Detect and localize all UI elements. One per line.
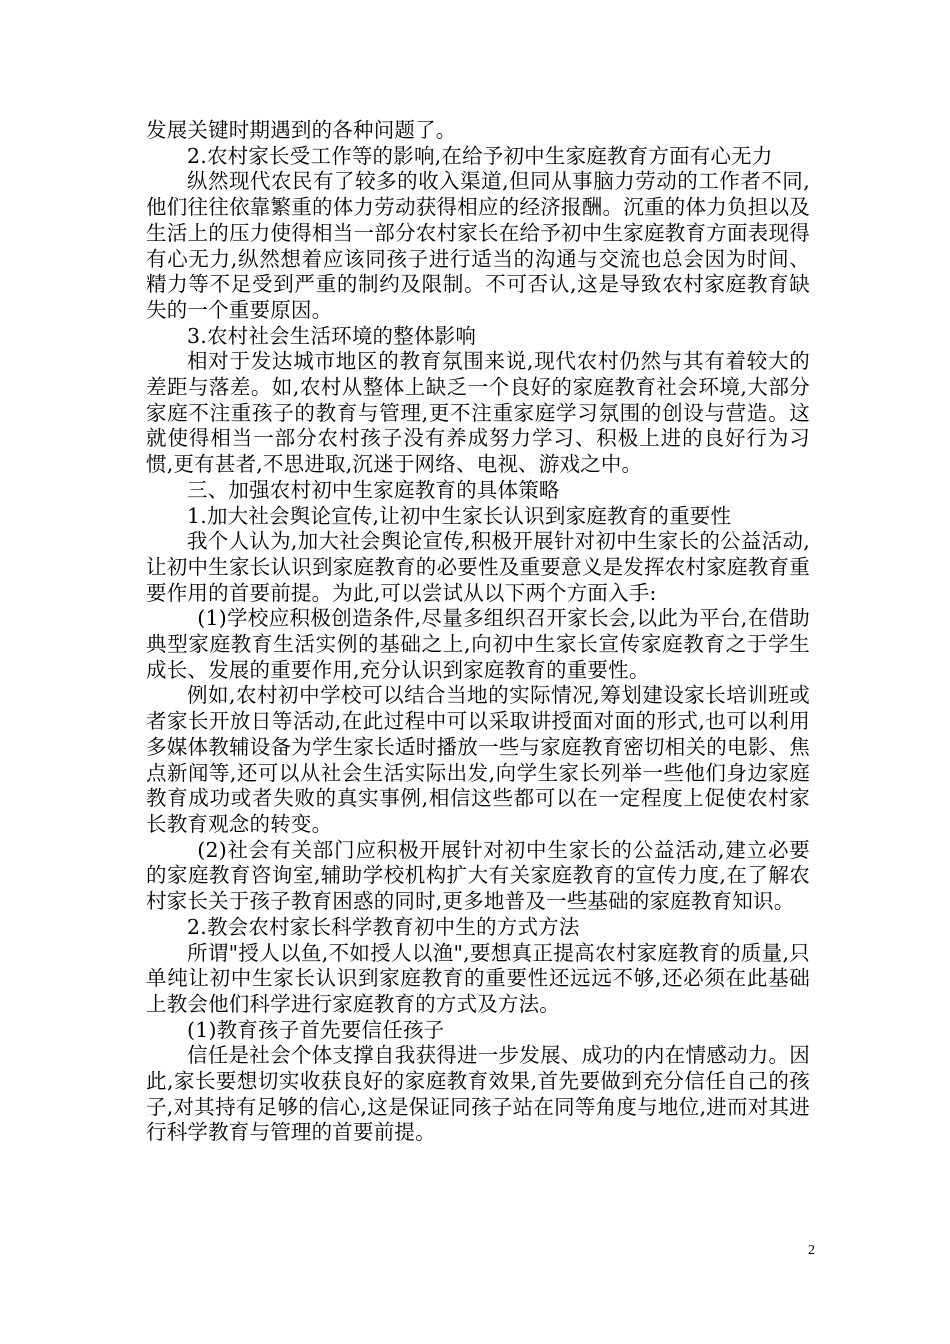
document-body — [146, 118, 810, 1146]
paragraph: 信任是社会个体支撑自我获得进一步发展、成功的内在情感动力。因此,家长要想切实收获良好的家庭教育效果,首先要做到充分信任自己的孩子,对其持有足够的信心,这是保证同孩子站在同等角度与地位,进而对其进行科学教育与管理的首要前提。 — [146, 1043, 810, 1145]
list-item-school: (1)学校应积极创造条件,尽量多组织召开家长会,以此为平台,在借助典型家庭教育生活实例的基础之上,向初中生家长宣传家庭教育之于学生成长、发展的重要作用,充分认识到家庭教育的重要性。 — [146, 606, 810, 682]
page-number: 2 — [808, 1243, 815, 1258]
paragraph: 所谓"授人以鱼,不如授人以渔",要想真正提高农村家庭教育的质量,只单纯让初中生家长认识到家庭教育的重要性还远远不够,还必须在此基础上教会他们科学进行家庭教育的方式及方法。 — [146, 940, 810, 1016]
subheading-rural-environment: 3.农村社会生活环境的整体影响 — [187, 323, 477, 348]
subheading-methods: 2.教会农村家长科学教育初中生的方式方法 — [187, 914, 580, 939]
subheading-publicity: 1.加大社会舆论宣传,让初中生家长认识到家庭教育的重要性 — [187, 503, 732, 528]
list-item-trust: (1)教育孩子首先要信任孩子 — [187, 1017, 445, 1042]
paragraph: 我个人认为,加大社会舆论宣传,积极开展针对初中生家长的公益活动,让初中生家长认识到家庭教育的必要性及重要意义是发挥农村家庭教育重要作用的首要前提。为此,可以尝试从以下两个方面入手: — [146, 529, 810, 605]
paragraph-continuation: 发展关键时期遇到的各种问题了。 — [146, 118, 457, 142]
paragraph: 相对于发达城市地区的教育氛围来说,现代农村仍然与其有着较大的差距与落差。如,农村从整体上缺乏一个良好的家庭教育社会环境,大部分家庭不注重孩子的教育与管理,更不注重家庭学习氛围的创设与营造。这就使得相当一部分农村孩子没有养成努力学习、积极上进的良好行为习惯,更有甚者,不思进取,沉迷于网络、电视、游戏之中。 — [146, 349, 810, 477]
section-heading-strategies: 三、加强农村初中生家庭教育的具体策略 — [187, 477, 560, 502]
subheading-rural-parents-work: 2.农村家长受工作等的影响,在给予初中生家庭教育方面有心无力 — [187, 143, 773, 168]
paragraph: 纵然现代农民有了较多的收入渠道,但同从事脑力劳动的工作者不同,他们往往依靠繁重的体力劳动获得相应的经济报酬。沉重的体力负担以及生活上的压力使得相当一部分农村家长在给予初中生家庭教育方面表现得有心无力,纵然想着应该同孩子进行适当的沟通与交流也总会因为时间、精力等不足受到严重的制约及限制。不可否认,这是导致农村家庭教育缺失的一个重要原因。 — [146, 169, 810, 322]
paragraph: 例如,农村初中学校可以结合当地的实际情况,筹划建设家长培训班或者家长开放日等活动,在此过程中可以采取讲授面对面的形式,也可以利用多媒体教辅设备为学生家长适时播放一些与家庭教育密切相关的电影、焦点新闻等,还可以从社会生活实际出发,向学生家长列举一些他们身边家庭教育成功或者失败的真实事例,相信这些都可以在一定程度上促使农村家长教育观念的转变。 — [146, 683, 810, 836]
list-item-society: (2)社会有关部门应积极开展针对初中生家长的公益活动,建立必要的家庭教育咨询室,辅助学校机构扩大有关家庭教育的宣传力度,在了解农村家长关于孩子教育困惑的同时,更多地普及一些基础的家庭教育知识。 — [146, 837, 810, 914]
